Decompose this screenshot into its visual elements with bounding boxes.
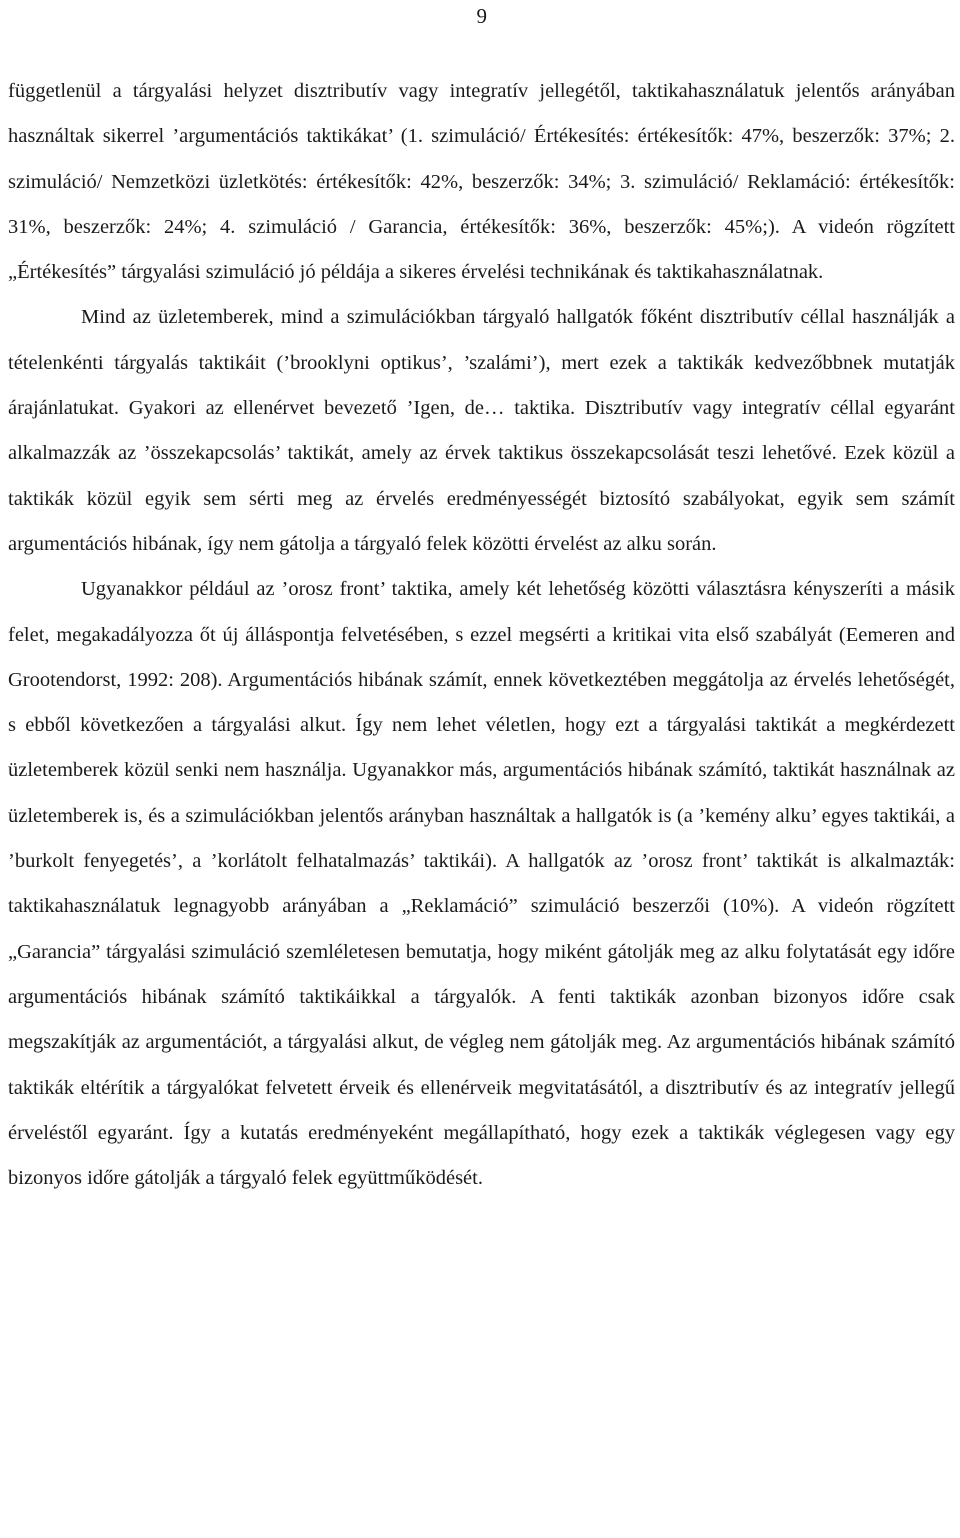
paragraph-1: függetlenül a tárgyalási helyzet disztributív vagy integratív jellegétől, taktikahasználatuk jelentős arányában használtak sikerrel ’argumentációs taktikákat’ (1. szimuláció/ Értékesítés: értékesítők: 47%, beszerzők: 37%; 2. szimuláció/ Nemzetközi üzletkötés: értékesítők: 42%, beszerzők: 34%; 3. szimuláció/ Reklamáció: értékesítők: 31%, beszerzők: 24%; 4. szimuláció / Garancia, értékesítők: 36%, beszerzők: 45%;). A videón rögzített „Értékesítés” tárgyalási szimuláció jó példája a sikeres érvelési technikának és taktikahasználatnak. xyxy=(8,80,955,284)
paragraph-2: Mind az üzletemberek, mind a szimulációkban tárgyaló hallgatók főként disztributív céllal használják a tételenkénti tárgyalás taktikáit (’brooklyni optikus’, ’szalámi’), mert ezek a taktikák kedvezőbbnek mutatják árajánlatukat. Gyakori az ellenérvet bevezető ’Igen, de… taktika. Disztributív vagy integratív céllal egyaránt alkalmazzák az ’összekapcsolás’ taktikát, amely az érvek taktikus összekapcsolását teszi lehetővé. Ezek közül a taktikák közül egyik sem sérti meg az érvelés eredményességét biztosító szabályokat, egyik sem számít argumentációs hibának, így nem gátolja a tárgyaló felek közötti érvelést az alku során. xyxy=(8,306,955,555)
paragraph-3: Ugyanakkor például az ’orosz front’ taktika, amely két lehetőség közötti választásra kényszeríti a másik felet, megakadályozza őt új álláspontja felvetésében, s ezzel megsérti a kritikai vita első szabályát (Eemeren and Grootendorst, 1992: 208). Argumentációs hibának számít, ennek következtében meggátolja az érvelés lehetőségét, s ebből következően a tárgyalási alkut. Így nem lehet véletlen, hogy ezt a tárgyalási taktikát a megkérdezett üzletemberek közül senki nem használja. Ugyanakkor más, argumentációs hibának számító, taktikát használnak az üzletemberek is, és a szimulációkban jelentős arányban használtak a hallgatók is (a ’kemény alku’ egyes taktikái, a ’burkolt fenyegetés’, a ’korlátolt felhatalmazás’ taktikái). A hallgatók az ’orosz front’ taktikát is alkalmazták: taktikahasználatuk legnagyobb arányában a „Reklamáció” szimuláció beszerzői (10%). A videón rögzített „Garancia” tárgyalási szimuláció szemléletesen bemutatja, hogy miként gátolják meg az alku folytatását egy időre argumentációs hibának számító taktikáikkal a tárgyalók. A fenti taktikák azonban bizonyos időre csak megszakítják az argumentációt, a tárgyalási alkut, de végleg nem gátolják meg. Az argumentációs hibának számító taktikák eltérítik a tárgyalókat felvetett érveik és ellenérveik megvitatásától, a disztributív és az integratív jellegű érveléstől egyaránt. Így a kutatás eredményeként megállapítható, hogy ezek a taktikák véglegesen vagy egy bizonyos időre gátolják a tárgyaló felek együttműködését. xyxy=(8,578,955,1190)
body-text xyxy=(8,69,955,1201)
page-number: 9 xyxy=(476,4,487,28)
